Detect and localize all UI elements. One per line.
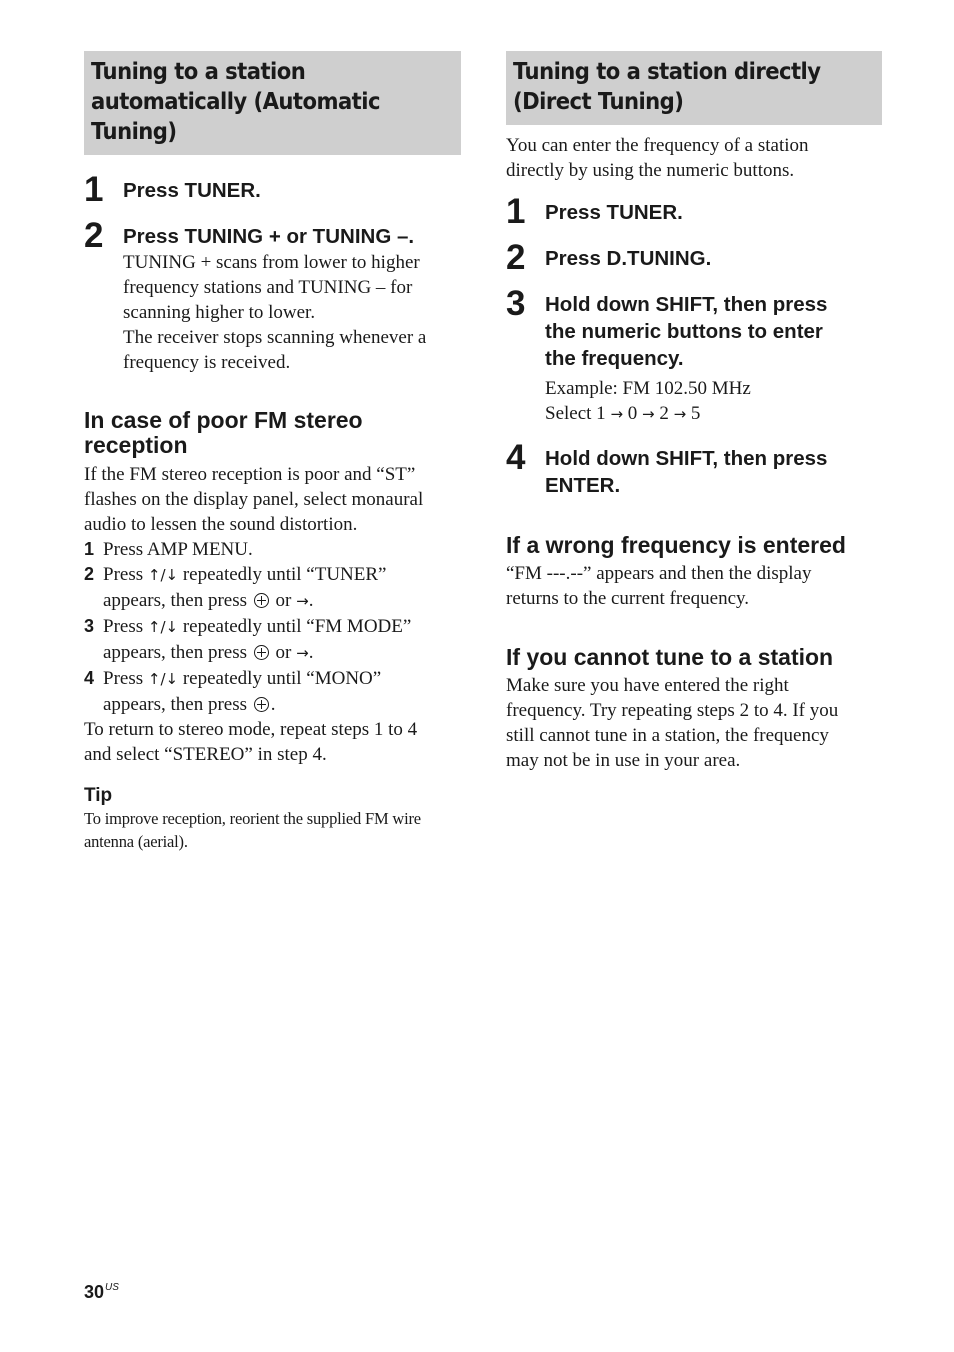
direct-step-1 [506, 192, 882, 231]
poor-fm-outro: To return to stereo mode, repeat steps 1 to 4 and select “STEREO” in step 4. [84, 719, 418, 765]
enter-button-icon [254, 697, 269, 712]
poor-fm-intro: If the FM stereo reception is poor and “ST” flashes on the display panel, select monaural audio to lessen the sound distortion. [84, 464, 424, 535]
cannot-tune-body: Make sure you have entered the right frequency. Try repeating steps 2 to 4. If you still cannot tune in a station, the frequency may not be in use in your area. [506, 675, 839, 771]
poor-fm-substep-2: 2 Press ↑/↓ repeatedly until “TUNER” appears, then press or →. [84, 564, 387, 611]
direct-tuning-intro: You can enter the frequency of a station directly by using the numeric buttons. [506, 135, 809, 181]
step-number: 2 [84, 216, 104, 255]
auto-step-2 [84, 216, 461, 375]
enter-button-icon [254, 593, 269, 608]
right-arrow-icon: → [673, 405, 687, 423]
step-number: 1 [506, 192, 526, 231]
left-column [84, 51, 461, 853]
direct-step-2 [506, 238, 882, 277]
wrong-frequency-body: “FM ---.--” appears and then the display returns to the current frequency. [506, 563, 812, 609]
poor-fm-substep-4: 4 Press ↑/↓ repeatedly until “MONO” appears, then press . [84, 668, 382, 715]
step-number: 1 [84, 170, 104, 209]
direct-tuning-heading: Tuning to a station directly (Direct Tuning) [506, 51, 882, 125]
up-down-arrow-icon: ↑/↓ [147, 566, 179, 584]
step-title: Press TUNING + or TUNING –. [123, 225, 415, 248]
up-down-arrow-icon: ↑/↓ [147, 618, 179, 636]
auto-step-1 [84, 170, 461, 209]
step-description: TUNING + scans from lower to higher frequency stations and TUNING – for scanning higher to lower. The receiver stops scanning whenever a frequency is received. [123, 252, 427, 373]
step-title: Hold down SHIFT, then press the numeric buttons to enter the frequency. [545, 293, 828, 370]
right-column [506, 51, 882, 773]
tip-body: To improve reception, reorient the supplied FM wire antenna (aerial). [84, 809, 421, 851]
step-title: Press D.TUNING. [545, 247, 712, 270]
poor-fm-substep-3: 3 Press ↑/↓ repeatedly until “FM MODE” appears, then press or →. [84, 616, 412, 663]
step-number: 2 [506, 238, 526, 277]
direct-step-3 [506, 284, 882, 427]
step-title: Press TUNER. [123, 179, 261, 202]
up-down-arrow-icon: ↑/↓ [147, 670, 179, 688]
automatic-tuning-heading: Tuning to a station automatically (Automatic Tuning) [84, 51, 461, 155]
cannot-tune-heading: If you cannot tune to a station [506, 644, 834, 670]
step-number: 3 [506, 284, 526, 323]
poor-fm-heading: In case of poor FM stereo reception [84, 407, 363, 458]
right-arrow-icon: → [642, 405, 655, 423]
tip-heading: Tip [84, 785, 113, 806]
right-arrow-icon: → [296, 592, 309, 610]
step-title: Press TUNER. [545, 201, 683, 224]
right-arrow-icon: → [296, 644, 309, 662]
wrong-frequency-heading: If a wrong frequency is entered [506, 532, 846, 558]
enter-button-icon [254, 645, 269, 660]
step-title: Hold down SHIFT, then press ENTER. [545, 447, 828, 497]
poor-fm-substep-1: 1 Press AMP MENU. [84, 539, 253, 560]
direct-step-4 [506, 438, 882, 499]
right-arrow-icon: → [610, 405, 624, 423]
frequency-example: Example: FM 102.50 MHz Select 1 → 0 → 2 → 5 [545, 378, 751, 424]
page-number: $30^{US}$ [84, 1282, 119, 1302]
step-number: 4 [506, 438, 526, 477]
region-code: US [105, 1282, 119, 1293]
